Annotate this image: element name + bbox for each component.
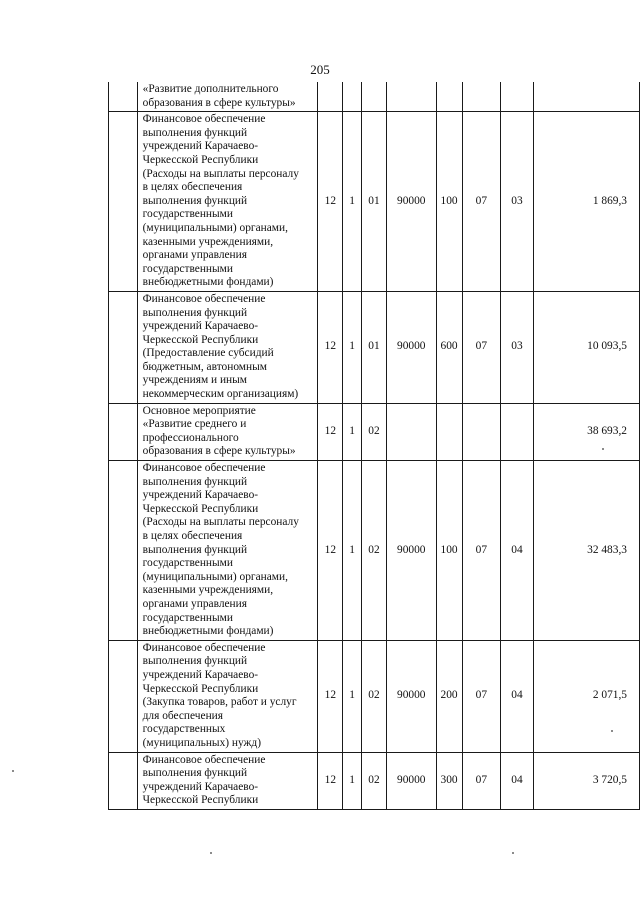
- name-line: Черкесской Республики: [142, 682, 259, 695]
- cell-target-code: 90000: [386, 752, 436, 809]
- name-line: образования в сфере культуры»: [142, 445, 296, 458]
- cell-margin: [109, 752, 138, 809]
- name-line: государственными: [142, 557, 233, 570]
- cell-subprogram-code: [362, 82, 387, 112]
- name-line: учреждений Карачаево-: [142, 140, 259, 153]
- name-line: (Предоставление субсидий: [142, 347, 274, 360]
- cell-ministry-code: 12: [318, 752, 343, 809]
- cell-program-code: 1: [343, 112, 362, 292]
- name-line: Финансовое обеспечение: [142, 292, 266, 305]
- cell-margin: [109, 82, 138, 112]
- cell-subprogram-code: 02: [362, 752, 387, 809]
- cell-amount: [533, 82, 639, 112]
- name-line: Черкесской Республики: [142, 153, 259, 166]
- budget-table: [108, 82, 640, 810]
- cell-subsection: [501, 403, 534, 460]
- name-line: Основное мероприятие: [142, 404, 256, 417]
- cell-program-code: 1: [343, 291, 362, 403]
- table-body: [109, 82, 640, 809]
- name-line: государственными: [142, 208, 233, 221]
- cell-target-code: 90000: [386, 640, 436, 752]
- cell-margin: [109, 640, 138, 752]
- name-line: казенными учреждениями,: [142, 235, 274, 248]
- cell-ministry-code: 12: [318, 291, 343, 403]
- cell-amount: 3 720,5: [533, 752, 639, 809]
- name-line: (Расходы на выплаты персоналу: [142, 516, 299, 529]
- cell-program-code: 1: [343, 752, 362, 809]
- name-line: государственных: [142, 723, 226, 736]
- cell-section: 07: [462, 112, 501, 292]
- cell-subsection: [501, 82, 534, 112]
- name-line: образования в сфере культуры»: [142, 96, 296, 109]
- name-line: государственными: [142, 262, 233, 275]
- name-line: учреждений Карачаево-: [142, 668, 259, 681]
- cell-margin: [109, 461, 138, 641]
- cell-margin: [109, 403, 138, 460]
- name-line: (муниципальных) нужд): [142, 736, 262, 749]
- name-line: Черкесской Республики: [142, 333, 259, 346]
- cell-expense-type: 300: [436, 752, 462, 809]
- cell-program-code: [343, 82, 362, 112]
- name-line: выполнения функций: [142, 767, 248, 780]
- cell-section: 07: [462, 752, 501, 809]
- name-line: учреждений Карачаево-: [142, 489, 259, 502]
- name-line: учреждений Карачаево-: [142, 780, 259, 793]
- name-line: некоммерческим организациям): [142, 388, 299, 401]
- cell-amount: 32 483,3: [533, 461, 639, 641]
- cell-name: [137, 640, 318, 752]
- cell-target-code: [386, 403, 436, 460]
- cell-subprogram-code: 01: [362, 291, 387, 403]
- name-line: бюджетным, автономным: [142, 360, 267, 373]
- name-line: «Развитие среднего и: [142, 418, 247, 431]
- name-line: выполнения функций: [142, 475, 248, 488]
- cell-subprogram-code: 02: [362, 640, 387, 752]
- name-line: выполнения функций: [142, 126, 248, 139]
- cell-expense-type: 600: [436, 291, 462, 403]
- cell-subprogram-code: 02: [362, 403, 387, 460]
- name-line: органами управления: [142, 249, 247, 262]
- name-line: (Закупка товаров, работ и услуг: [142, 696, 297, 709]
- scan-speck: [210, 852, 212, 854]
- name-line: учреждениям и иным: [142, 374, 248, 387]
- scan-speck: [611, 730, 613, 732]
- cell-subsection: 04: [501, 752, 534, 809]
- cell-program-code: 1: [343, 461, 362, 641]
- name-line: «Развитие дополнительного: [142, 83, 279, 95]
- cell-ministry-code: 12: [318, 112, 343, 292]
- name-line: (Расходы на выплаты персоналу: [142, 167, 299, 180]
- cell-expense-type: [436, 403, 462, 460]
- name-line: (муниципальными) органами,: [142, 221, 288, 234]
- cell-section: 07: [462, 640, 501, 752]
- scan-speck: [602, 448, 604, 450]
- name-line: Финансовое обеспечение: [142, 753, 266, 766]
- cell-subsection: 03: [501, 112, 534, 292]
- name-line: Черкесской Республики: [142, 502, 259, 515]
- cell-section: 07: [462, 291, 501, 403]
- scan-speck: [12, 770, 14, 772]
- cell-subsection: 04: [501, 640, 534, 752]
- table-row: [109, 461, 640, 641]
- name-line: (муниципальными) органами,: [142, 570, 288, 583]
- cell-ministry-code: [318, 82, 343, 112]
- cell-target-code: 90000: [386, 461, 436, 641]
- cell-program-code: 1: [343, 640, 362, 752]
- name-line: в целях обеспечения: [142, 530, 243, 542]
- cell-name: [137, 403, 318, 460]
- cell-ministry-code: 12: [318, 640, 343, 752]
- name-line: для обеспечения: [142, 709, 224, 722]
- table-row: [109, 403, 640, 460]
- cell-section: 07: [462, 461, 501, 641]
- name-line: Финансовое обеспечение: [142, 462, 266, 475]
- cell-target-code: 90000: [386, 112, 436, 292]
- cell-expense-type: 100: [436, 112, 462, 292]
- cell-section: [462, 82, 501, 112]
- name-line: казенными учреждениями,: [142, 584, 274, 597]
- cell-name: [137, 82, 318, 112]
- cell-margin: [109, 291, 138, 403]
- page-number: 205: [310, 62, 330, 77]
- cell-target-code: [386, 82, 436, 112]
- cell-expense-type: [436, 82, 462, 112]
- cell-expense-type: 200: [436, 640, 462, 752]
- cell-name: [137, 112, 318, 292]
- table-row: [109, 82, 640, 112]
- cell-amount: 2 071,5: [533, 640, 639, 752]
- name-line: профессионального: [142, 431, 239, 444]
- table-row: [109, 112, 640, 292]
- name-line: Черкесской Республики: [142, 794, 259, 807]
- table-row: [109, 752, 640, 809]
- name-line: выполнения функций: [142, 194, 248, 207]
- cell-section: [462, 403, 501, 460]
- name-line: выполнения функций: [142, 655, 248, 668]
- cell-ministry-code: 12: [318, 403, 343, 460]
- cell-subsection: 04: [501, 461, 534, 641]
- name-line: в целях обеспечения: [142, 181, 243, 194]
- cell-program-code: 1: [343, 403, 362, 460]
- name-line: Финансовое обеспечение: [142, 641, 266, 654]
- name-line: выполнения функций: [142, 306, 248, 319]
- name-line: выполнения функций: [142, 543, 248, 556]
- cell-name: [137, 291, 318, 403]
- cell-name: [137, 752, 318, 809]
- cell-subprogram-code: 01: [362, 112, 387, 292]
- cell-amount: 38 693,2: [533, 403, 639, 460]
- cell-subsection: 03: [501, 291, 534, 403]
- name-line: Финансовое обеспечение: [142, 113, 266, 126]
- name-line: государственными: [142, 611, 233, 624]
- cell-name: [137, 461, 318, 641]
- table-row: [109, 640, 640, 752]
- cell-target-code: 90000: [386, 291, 436, 403]
- cell-amount: 10 093,5: [533, 291, 639, 403]
- cell-subprogram-code: 02: [362, 461, 387, 641]
- name-line: внебюджетными фондами): [142, 276, 274, 289]
- name-line: внебюджетными фондами): [142, 625, 274, 638]
- cell-expense-type: 100: [436, 461, 462, 641]
- scan-speck: [512, 852, 514, 854]
- table-row: [109, 291, 640, 403]
- name-line: учреждений Карачаево-: [142, 320, 259, 333]
- cell-ministry-code: 12: [318, 461, 343, 641]
- cell-margin: [109, 112, 138, 292]
- cell-amount: 1 869,3: [533, 112, 639, 292]
- name-line: органами управления: [142, 597, 247, 610]
